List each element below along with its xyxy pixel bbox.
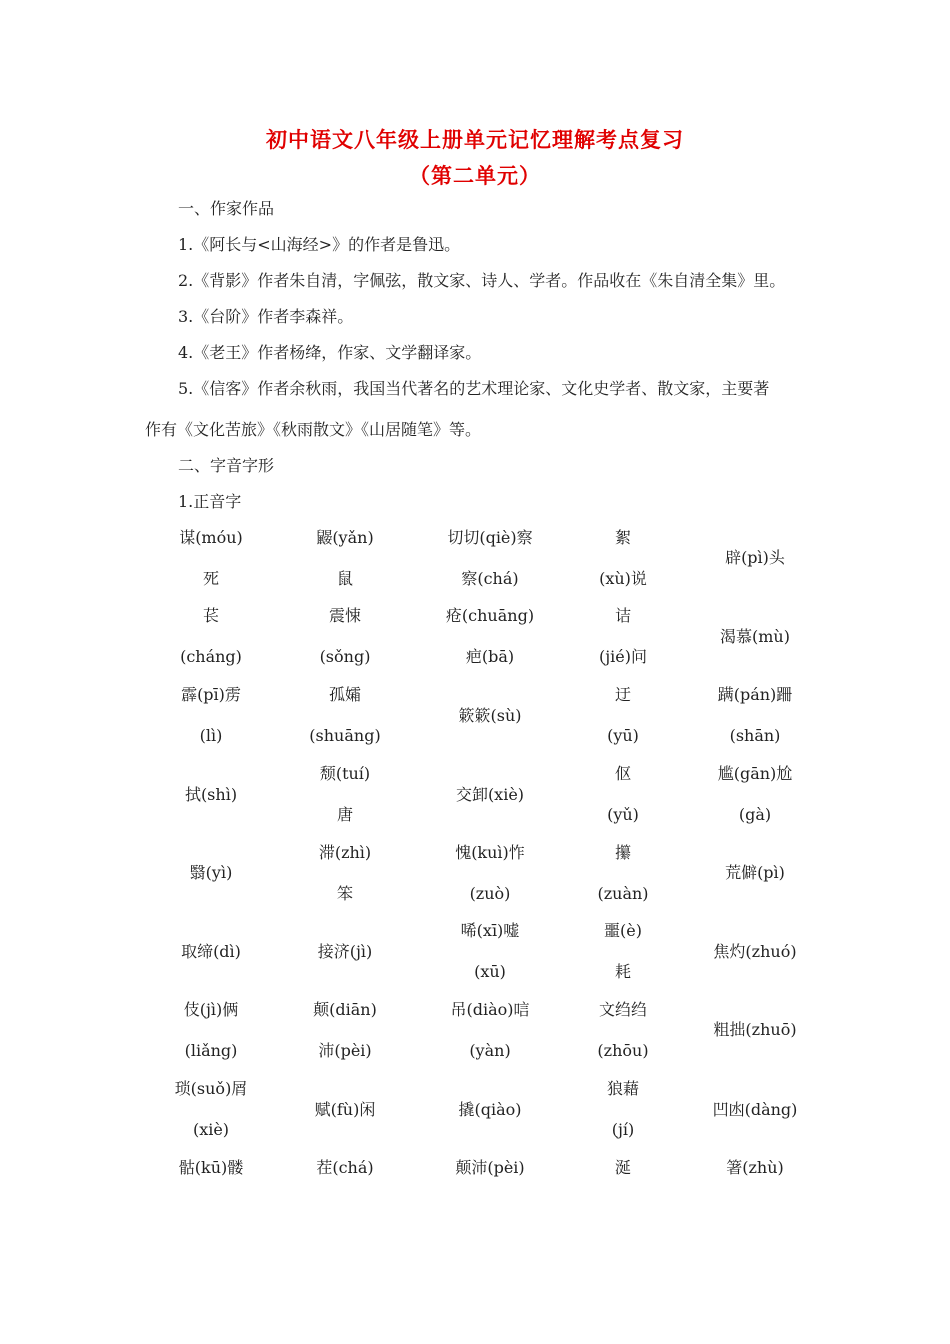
pinyin-cell: 尴(gān)尬 bbox=[717, 764, 793, 783]
pinyin-cell: 箸(zhù) bbox=[726, 1158, 784, 1177]
pinyin-cell: 伎(jì)俩 bbox=[183, 1000, 239, 1019]
pinyin-cell: (shān) bbox=[729, 726, 781, 745]
pinyin-cell: 狼藉 bbox=[606, 1079, 639, 1098]
pinyin-cell: 颓(tuí) bbox=[319, 764, 371, 783]
pinyin-cell: (xù)说 bbox=[599, 569, 647, 588]
pinyin-cell: 耗 bbox=[614, 962, 631, 981]
author-item: 5.《信客》作者余秋雨，我国当代著名的艺术理论家、文化史学者、散文家，主要著 bbox=[178, 379, 770, 398]
pinyin-cell: 霹(pī)雳 bbox=[181, 685, 241, 704]
pinyin-cell: 苌 bbox=[202, 606, 219, 625]
pinyin-cell: (jié)问 bbox=[598, 647, 648, 666]
section-heading-pronunciation: 二、字音字形 bbox=[178, 456, 275, 475]
pinyin-cell: 颠沛(pèi) bbox=[455, 1158, 525, 1177]
pinyin-cell: (shuāng) bbox=[309, 726, 381, 745]
pinyin-cell: 切切(qiè)察 bbox=[447, 528, 533, 547]
pinyin-cell: 噩(è) bbox=[604, 921, 642, 940]
pinyin-cell: 蹒(pán)跚 bbox=[717, 685, 793, 704]
pinyin-cell: (zhōu) bbox=[597, 1041, 649, 1060]
pinyin-cell: 唏(xī)嘘 bbox=[460, 921, 520, 940]
pinyin-cell: 吊(diào)唁 bbox=[450, 1000, 530, 1019]
pinyin-cell: 滞(zhì) bbox=[318, 843, 372, 862]
pinyin-cell: (jí) bbox=[611, 1120, 635, 1139]
pinyin-cell: 辟(pì)头 bbox=[725, 548, 785, 567]
pinyin-cell: 诘 bbox=[614, 606, 631, 625]
pinyin-cell: 翳(yì) bbox=[189, 863, 233, 882]
pinyin-cell: 迂 bbox=[614, 685, 631, 704]
pinyin-cell: 沛(pèi) bbox=[318, 1041, 372, 1060]
page-title: 初中语文八年级上册单元记忆理解考点复习 bbox=[266, 127, 684, 152]
pinyin-cell: (yǔ) bbox=[607, 805, 639, 824]
pinyin-cell: 涎 bbox=[614, 1158, 631, 1177]
pinyin-cell: 赋(fù)闲 bbox=[314, 1100, 376, 1119]
pinyin-cell: 焦灼(zhuó) bbox=[713, 942, 797, 961]
pinyin-cell: 孤孀 bbox=[328, 685, 361, 704]
pinyin-cell: 接济(jì) bbox=[317, 942, 373, 961]
pinyin-cell: 死 bbox=[202, 569, 219, 588]
pinyin-cell: 谋(móu) bbox=[179, 528, 243, 547]
pinyin-cell: 震悚 bbox=[328, 606, 361, 625]
author-item: 1.《阿长与<山海经>》的作者是鲁迅。 bbox=[178, 235, 461, 254]
pinyin-cell: (yàn) bbox=[469, 1041, 511, 1060]
pinyin-cell: 取缔(dì) bbox=[181, 942, 241, 961]
author-item: 3.《台阶》作者李森祥。 bbox=[178, 307, 354, 326]
pinyin-cell: 撬(qiào) bbox=[458, 1100, 522, 1119]
pinyin-cell: (xū) bbox=[474, 962, 506, 981]
pinyin-cell: 愧(kuì)怍 bbox=[455, 843, 525, 862]
author-item-continued: 作有《文化苦旅》《秋雨散文》《山居随笔》等。 bbox=[145, 420, 482, 439]
pinyin-cell: (xiè) bbox=[192, 1120, 230, 1139]
subsection-heading: 1.正音字 bbox=[178, 492, 242, 511]
pinyin-cell: 文绉绉 bbox=[598, 1000, 647, 1019]
pinyin-cell: (cháng) bbox=[180, 647, 242, 666]
pinyin-cell: 鼹(yǎn) bbox=[316, 528, 374, 547]
pinyin-cell: 疤(bā) bbox=[465, 647, 515, 666]
pinyin-cell: 疮(chuāng) bbox=[445, 606, 535, 625]
pinyin-cell: 笨 bbox=[336, 884, 353, 903]
pinyin-cell: 簌簌(sù) bbox=[458, 706, 522, 725]
pinyin-cell: (zuàn) bbox=[597, 884, 649, 903]
pinyin-cell: 察(chá) bbox=[461, 569, 519, 588]
pinyin-cell: (zuò) bbox=[469, 884, 511, 903]
pinyin-cell: (sǒng) bbox=[319, 647, 371, 666]
pinyin-cell: 伛 bbox=[614, 764, 631, 783]
section-heading-authors: 一、作家作品 bbox=[178, 199, 275, 218]
pinyin-cell: 唐 bbox=[336, 805, 353, 824]
pinyin-cell: 絮 bbox=[614, 528, 631, 547]
pinyin-cell: 粗拙(zhuō) bbox=[713, 1020, 797, 1039]
pinyin-cell: (yū) bbox=[607, 726, 639, 745]
pinyin-cell: 荒僻(pì) bbox=[725, 863, 785, 882]
pinyin-cell: (liǎng) bbox=[184, 1041, 238, 1060]
author-item: 2.《背影》作者朱自清，字佩弦，散文家、诗人、学者。作品收在《朱自清全集》里。 bbox=[178, 271, 786, 290]
page-subtitle: （第二单元） bbox=[409, 163, 541, 188]
pinyin-cell: (gà) bbox=[738, 805, 772, 824]
pinyin-cell: (lì) bbox=[199, 726, 223, 745]
pinyin-cell: 鼠 bbox=[336, 569, 353, 588]
pinyin-cell: 茬(chá) bbox=[316, 1158, 374, 1177]
pinyin-cell: 渴慕(mù) bbox=[720, 627, 790, 646]
author-item: 4.《老王》作者杨绛，作家、文学翻译家。 bbox=[178, 343, 482, 362]
pinyin-cell: 骷(kū)髅 bbox=[178, 1158, 244, 1177]
pinyin-cell: 攥 bbox=[614, 843, 631, 862]
pinyin-cell: 交卸(xiè) bbox=[455, 785, 525, 804]
pinyin-cell: 琐(suǒ)屑 bbox=[174, 1079, 248, 1098]
pinyin-cell: 凹凼(dàng) bbox=[712, 1100, 798, 1119]
pinyin-cell: 拭(shì) bbox=[184, 785, 238, 804]
pinyin-cell: 颠(diān) bbox=[313, 1000, 377, 1019]
